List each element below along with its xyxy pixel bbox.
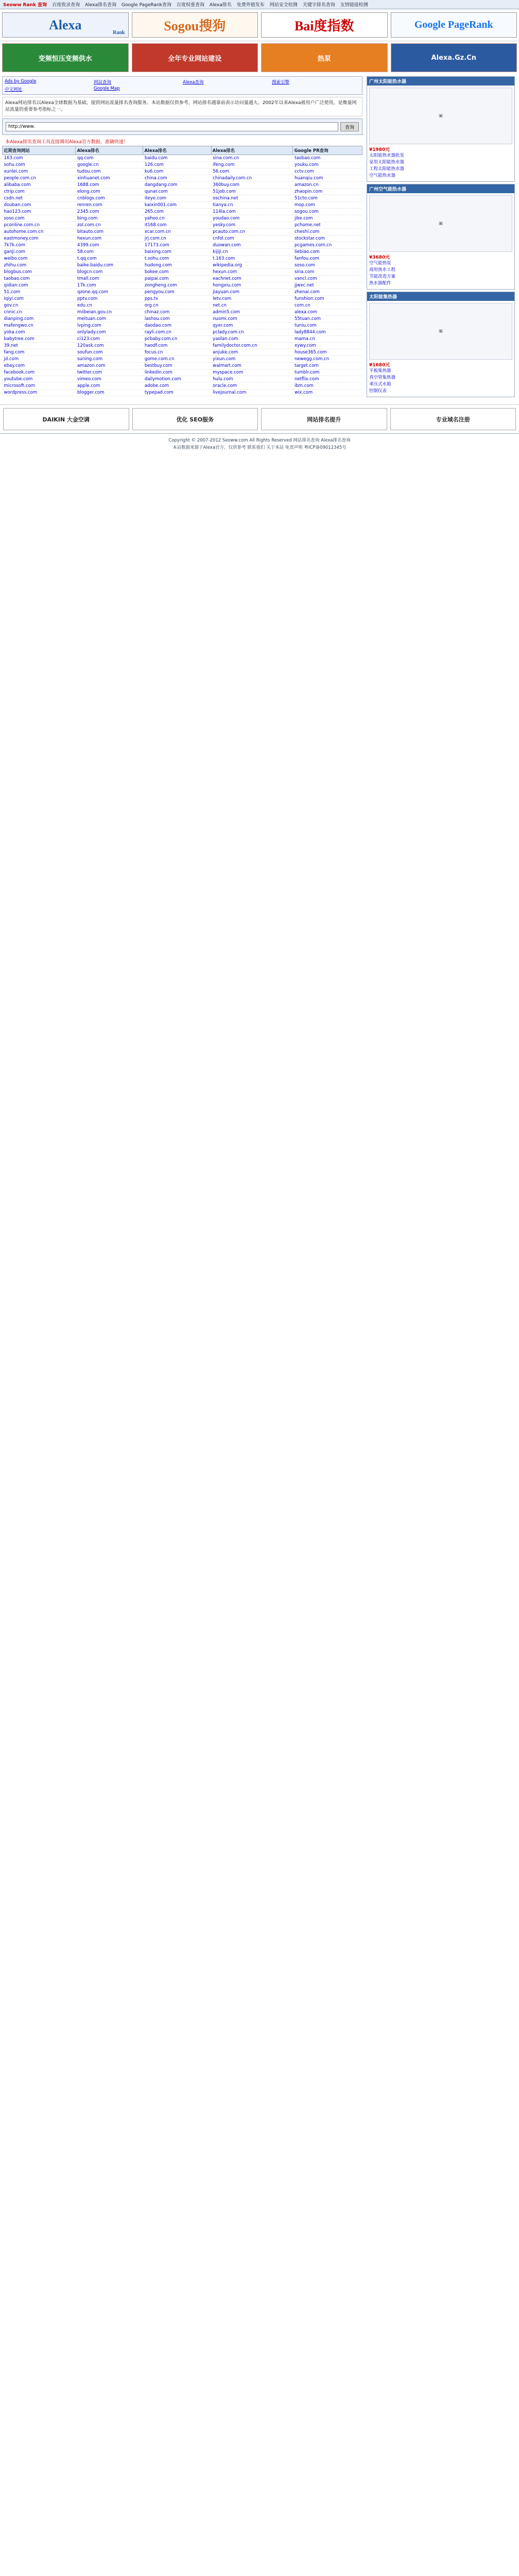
- list-item[interactable]: 空气能热水器: [369, 173, 396, 178]
- site-link[interactable]: ganji.com: [3, 249, 76, 256]
- site-link[interactable]: adobe.com: [143, 383, 211, 389]
- list-item[interactable]: 承压式水箱: [369, 382, 391, 387]
- table-row: [3, 215, 362, 222]
- site-link[interactable]: lashou.com: [143, 316, 211, 323]
- site-link[interactable]: qq.com: [76, 155, 143, 162]
- site-link[interactable]: 39.net: [3, 343, 76, 349]
- site-link[interactable]: zhaopin.com: [293, 189, 362, 195]
- site-link[interactable]: iqiyi.com: [3, 296, 76, 302]
- list-item[interactable]: 空气能热泵: [369, 261, 391, 266]
- site-link[interactable]: vancl.com: [293, 276, 362, 282]
- price-label: ¥1980元: [369, 147, 390, 152]
- site-link[interactable]: chinaz.com: [143, 309, 211, 316]
- site-link[interactable]: xcar.com.cn: [143, 229, 211, 235]
- site-link[interactable]: dangdang.com: [143, 182, 211, 189]
- site-link[interactable]: miibeian.gov.cn: [76, 309, 143, 316]
- site-link[interactable]: hulu.com: [211, 376, 293, 383]
- site-link[interactable]: com.cn: [293, 302, 362, 309]
- baidu-logo[interactable]: Bai度指数: [261, 12, 388, 38]
- site-link[interactable]: anjuke.com: [211, 349, 293, 356]
- site-link[interactable]: alibaba.com: [3, 182, 76, 189]
- site-link[interactable]: zhenai.com: [293, 289, 362, 296]
- nav-link[interactable]: 百度收录查询: [52, 3, 80, 8]
- site-link[interactable]: hudong.com: [143, 262, 211, 269]
- site-link[interactable]: sogou.com: [293, 209, 362, 215]
- site-link[interactable]: tudou.com: [76, 168, 143, 175]
- site-link[interactable]: facebook.com: [3, 369, 76, 376]
- site-link[interactable]: baike.baidu.com: [76, 262, 143, 269]
- side-card-title: 太阳能集热器: [367, 292, 514, 301]
- site-link[interactable]: 126.com: [143, 162, 211, 168]
- site-link[interactable]: elong.com: [76, 189, 143, 195]
- site-link[interactable]: wix.com: [293, 389, 362, 396]
- intro-notice: Alexa网站排名以Alexa全球数据为基础，提供网站流量排名查询服务。本站数据仅供参考，网站排名越靠前表示访问量越大。2002年以来Alexa被用户广泛使用，是衡量网站流量的重要参考指标之一。: [2, 97, 362, 116]
- site-link[interactable]: letv.com: [211, 296, 293, 302]
- site-link[interactable]: admin5.com: [211, 309, 293, 316]
- site-link[interactable]: ibm.com: [293, 383, 362, 389]
- column-header: Alexa排名: [143, 146, 211, 155]
- footer-ad[interactable]: DAIKIN 大金空调: [3, 408, 129, 430]
- site-link[interactable]: pcauto.com.cn: [211, 229, 293, 235]
- site-link[interactable]: yixun.com: [211, 356, 293, 363]
- table-row: [3, 222, 362, 229]
- site-link[interactable]: linkedin.com: [143, 369, 211, 376]
- table-row: [3, 323, 362, 329]
- site-link[interactable]: rayli.com.cn: [143, 329, 211, 336]
- footer-ad[interactable]: 优化 SEO服务: [132, 408, 258, 430]
- site-link[interactable]: yoka.com: [3, 329, 76, 336]
- table-row: [3, 289, 362, 296]
- table-row: [3, 175, 362, 182]
- nav-link[interactable]: 百度权重查询: [176, 3, 204, 8]
- site-link[interactable]: baidu.com: [143, 155, 211, 162]
- top-nav: [0, 0, 519, 9]
- table-row: [3, 336, 362, 343]
- table-row: [3, 282, 362, 289]
- site-link[interactable]: tumblr.com: [293, 369, 362, 376]
- nav-link[interactable]: 友情链接检测: [340, 3, 368, 8]
- ad-banner[interactable]: Alexa.Gz.Cn: [391, 43, 517, 72]
- search-button[interactable]: 查询: [340, 122, 359, 131]
- table-row: [3, 376, 362, 383]
- site-link[interactable]: org.cn: [143, 302, 211, 309]
- site-link[interactable]: csdn.net: [3, 195, 76, 202]
- site-link[interactable]: blogger.com: [76, 389, 143, 396]
- product-image[interactable]: ▣: [369, 88, 512, 144]
- site-link[interactable]: pclady.com.cn: [211, 329, 293, 336]
- site-link[interactable]: 7k7k.com: [3, 242, 76, 249]
- site-link[interactable]: gov.cn: [3, 302, 76, 309]
- site-link[interactable]: pps.tv: [143, 296, 211, 302]
- site-link[interactable]: twitter.com: [76, 369, 143, 376]
- table-row: [3, 195, 362, 202]
- site-link[interactable]: pengyou.com: [143, 289, 211, 296]
- site-link[interactable]: alexa.com: [293, 309, 362, 316]
- site-link[interactable]: wordpress.com: [3, 389, 76, 396]
- site-link[interactable]: funshion.com: [293, 296, 362, 302]
- list-item[interactable]: 热水器配件: [369, 281, 391, 286]
- list-item[interactable]: 控制仪表: [369, 388, 387, 394]
- footer-links: 本站数据来源于Alexa官方，仅供参考 联系我们 关于本站 免责声明 粤ICP备09012345号: [172, 445, 347, 450]
- table-row: [3, 316, 362, 323]
- table-row: [3, 383, 362, 389]
- list-item[interactable]: 工程太阳能热水器: [369, 166, 405, 172]
- site-link[interactable]: 51cto.com: [293, 195, 362, 202]
- site-link[interactable]: kaixin001.com: [143, 202, 211, 209]
- site-link[interactable]: qzone.qq.com: [76, 289, 143, 296]
- site-link[interactable]: ku6.com: [143, 168, 211, 175]
- site-link[interactable]: people.com.cn: [3, 175, 76, 182]
- site-link[interactable]: bokee.com: [143, 269, 211, 276]
- list-item[interactable]: 家用太阳能热水器: [369, 160, 405, 165]
- search-input[interactable]: [6, 122, 338, 131]
- site-link[interactable]: fang.com: [3, 349, 76, 356]
- site-link[interactable]: dianping.com: [3, 316, 76, 323]
- nav-link[interactable]: 免费外链发布: [236, 3, 265, 8]
- site-link[interactable]: iteye.com: [143, 195, 211, 202]
- site-title-link[interactable]: Seoww Rank 查询: [3, 3, 47, 8]
- site-link[interactable]: 51.com: [3, 289, 76, 296]
- site-rank-table: [2, 146, 362, 396]
- side-card: [367, 184, 515, 290]
- site-link[interactable]: 55tuan.com: [293, 316, 362, 323]
- site-link[interactable]: hongxiu.com: [211, 282, 293, 289]
- site-link[interactable]: tuniu.com: [293, 323, 362, 329]
- footer-copyright: Copyright © 2007-2012 Seoww.com All Rights Reserved 网站排名查询 Alexa排名查询: [168, 438, 351, 443]
- site-link[interactable]: weibo.com: [3, 256, 76, 262]
- site-link[interactable]: google.cn: [76, 162, 143, 168]
- nav-link[interactable]: 关键字排名查询: [302, 3, 335, 8]
- site-link[interactable]: tianya.cn: [211, 202, 293, 209]
- table-row: [3, 329, 362, 336]
- ad-banner-row: [0, 41, 519, 74]
- site-link[interactable]: edu.cn: [76, 302, 143, 309]
- ad-banner[interactable]: 全年专业网站建设: [132, 43, 258, 72]
- site-link[interactable]: youtube.com: [3, 376, 76, 383]
- table-row: [3, 229, 362, 235]
- site-link[interactable]: pcbaby.com.cn: [143, 336, 211, 343]
- site-link[interactable]: huanqiu.com: [293, 175, 362, 182]
- quick-links: [2, 76, 362, 95]
- search-form: [2, 118, 362, 135]
- site-link[interactable]: kijiji.cn: [211, 249, 293, 256]
- site-link[interactable]: 1688.com: [76, 182, 143, 189]
- site-link[interactable]: myspace.com: [211, 369, 293, 376]
- column-header: 近期查询网站: [3, 146, 76, 155]
- site-link[interactable]: pptv.com: [76, 296, 143, 302]
- footer-ad[interactable]: 网站排名提升: [261, 408, 387, 430]
- site-link[interactable]: newegg.com.cn: [293, 356, 362, 363]
- site-link[interactable]: ebay.com: [3, 363, 76, 369]
- site-link[interactable]: cnnic.cn: [3, 309, 76, 316]
- page-footer: [0, 433, 519, 454]
- site-link[interactable]: 360buy.com: [211, 182, 293, 189]
- table-row: [3, 296, 362, 302]
- list-item[interactable]: 太阳能热水器批发: [369, 153, 405, 158]
- site-link[interactable]: zol.com.cn: [76, 222, 143, 229]
- site-link[interactable]: daodao.com: [143, 323, 211, 329]
- site-link[interactable]: blogcn.com: [76, 269, 143, 276]
- table-row: [3, 189, 362, 195]
- site-link[interactable]: xywy.com: [293, 343, 362, 349]
- site-link[interactable]: cnblogs.com: [76, 195, 143, 202]
- site-link[interactable]: ifeng.com: [211, 162, 293, 168]
- site-link[interactable]: taobao.com: [3, 276, 76, 282]
- site-link[interactable]: douban.com: [3, 202, 76, 209]
- ad-banner[interactable]: 变频恒压变频供水: [2, 43, 129, 72]
- sidebar: [367, 74, 515, 399]
- site-link[interactable]: target.com: [293, 363, 362, 369]
- search-hint: 本Alexa排名查询工具直接调用Alexa官方数据，准确快速！: [5, 140, 128, 145]
- site-link[interactable]: 17k.com: [76, 282, 143, 289]
- site-link[interactable]: t.qq.com: [76, 256, 143, 262]
- quick-link[interactable]: Alexa查询: [183, 80, 204, 85]
- quick-link[interactable]: 搜索引擎: [272, 80, 290, 85]
- site-link[interactable]: xinhuanet.com: [76, 175, 143, 182]
- site-link[interactable]: microsoft.com: [3, 383, 76, 389]
- site-link[interactable]: jjwxc.net: [293, 282, 362, 289]
- side-card: [367, 76, 515, 182]
- table-row: [3, 269, 362, 276]
- nav-link[interactable]: 网站安全检测: [269, 3, 298, 8]
- table-row: [3, 242, 362, 249]
- site-link[interactable]: sohu.com: [3, 162, 76, 168]
- table-row: [3, 343, 362, 349]
- column-header: Alexa排名: [76, 146, 143, 155]
- alexa-logo[interactable]: Alexa Rank: [2, 12, 129, 38]
- site-link[interactable]: lvping.com: [76, 323, 143, 329]
- site-link[interactable]: fanfou.com: [293, 256, 362, 262]
- site-link[interactable]: dailymotion.com: [143, 376, 211, 383]
- site-link[interactable]: jiayuan.com: [211, 289, 293, 296]
- column-header: Alexa排名: [211, 146, 293, 155]
- logo-banner-row: [0, 9, 519, 41]
- site-link[interactable]: sina.com: [293, 269, 362, 276]
- site-link[interactable]: liebiao.com: [293, 249, 362, 256]
- table-row: [3, 256, 362, 262]
- table-row: [3, 389, 362, 396]
- site-link[interactable]: typepad.com: [143, 389, 211, 396]
- product-image[interactable]: ▣: [369, 195, 512, 252]
- table-row: [3, 349, 362, 356]
- site-link[interactable]: soso.com: [293, 262, 362, 269]
- table-row: [3, 249, 362, 256]
- site-link[interactable]: amazon.com: [76, 363, 143, 369]
- nav-link[interactable]: Google PageRank查询: [121, 3, 171, 8]
- site-link[interactable]: it168.com: [143, 222, 211, 229]
- list-item[interactable]: 平板集热器: [369, 368, 391, 374]
- site-link[interactable]: 265.com: [143, 209, 211, 215]
- site-link[interactable]: apple.com: [76, 383, 143, 389]
- product-image[interactable]: ▣: [369, 303, 512, 360]
- nav-link[interactable]: Alexa排名: [209, 3, 232, 8]
- site-link[interactable]: bitauto.com: [76, 229, 143, 235]
- site-link[interactable]: familydoctor.com.cn: [211, 343, 293, 349]
- site-link[interactable]: cctv.com: [293, 168, 362, 175]
- site-link[interactable]: yesky.com: [211, 222, 293, 229]
- site-link[interactable]: bing.com: [76, 215, 143, 222]
- site-link[interactable]: eastmoney.com: [3, 235, 76, 242]
- quick-link[interactable]: Google Map: [94, 86, 120, 91]
- site-link[interactable]: eachnet.com: [211, 276, 293, 282]
- site-link[interactable]: oracle.com: [211, 383, 293, 389]
- site-link[interactable]: 2345.com: [76, 209, 143, 215]
- site-link[interactable]: paipai.com: [143, 276, 211, 282]
- quick-link[interactable]: 中文网址: [5, 87, 23, 92]
- footer-ad-row: [0, 404, 519, 433]
- site-link[interactable]: t.163.com: [211, 256, 293, 262]
- nav-link[interactable]: Alexa排名查询: [85, 3, 116, 8]
- site-link[interactable]: zongheng.com: [143, 282, 211, 289]
- site-link[interactable]: nuomi.com: [211, 316, 293, 323]
- list-item[interactable]: 商用热水工程: [369, 267, 396, 273]
- site-link[interactable]: cnfol.com: [211, 235, 293, 242]
- site-link[interactable]: ctrip.com: [3, 189, 76, 195]
- site-link[interactable]: haodf.com: [143, 343, 211, 349]
- table-row: [3, 369, 362, 376]
- price-label: ¥3680元: [369, 255, 390, 260]
- site-link[interactable]: 114la.com: [211, 209, 293, 215]
- table-row: [3, 262, 362, 269]
- quick-link[interactable]: 网站查询: [94, 80, 112, 85]
- site-link[interactable]: 163.com: [3, 155, 76, 162]
- site-link[interactable]: zhihu.com: [3, 262, 76, 269]
- site-link[interactable]: net.cn: [211, 302, 293, 309]
- list-item[interactable]: 节能改造方案: [369, 274, 396, 279]
- site-link[interactable]: baixing.com: [143, 249, 211, 256]
- site-link[interactable]: walmart.com: [211, 363, 293, 369]
- site-link[interactable]: wikipedia.org: [211, 262, 293, 269]
- side-list: [369, 152, 512, 179]
- site-link[interactable]: qidian.com: [3, 282, 76, 289]
- site-link[interactable]: babytree.com: [3, 336, 76, 343]
- side-list: [369, 260, 512, 287]
- table-row: [3, 162, 362, 168]
- table-row: [3, 309, 362, 316]
- site-link[interactable]: china.com: [143, 175, 211, 182]
- quick-link[interactable]: Ads by Google: [5, 79, 37, 84]
- site-link[interactable]: duowan.com: [211, 242, 293, 249]
- site-link[interactable]: suning.com: [76, 356, 143, 363]
- site-link[interactable]: qyer.com: [211, 323, 293, 329]
- sogou-logo[interactable]: Sogou搜狗: [132, 12, 258, 38]
- table-header-row: [3, 146, 362, 155]
- site-link[interactable]: pcgames.com.cn: [293, 242, 362, 249]
- site-link[interactable]: blogbus.com: [3, 269, 76, 276]
- site-link[interactable]: onlylady.com: [76, 329, 143, 336]
- table-row: [3, 168, 362, 175]
- site-link[interactable]: focus.cn: [143, 349, 211, 356]
- table-row: [3, 363, 362, 369]
- site-link[interactable]: pchome.net: [293, 222, 362, 229]
- side-list: [369, 368, 512, 395]
- site-link[interactable]: t.sohu.com: [143, 256, 211, 262]
- site-link[interactable]: tmall.com: [76, 276, 143, 282]
- table-row: [3, 235, 362, 242]
- table-row: [3, 155, 362, 162]
- price-label: ¥1680元: [369, 363, 390, 368]
- google-pr-logo[interactable]: Google PageRank: [391, 12, 517, 38]
- site-link[interactable]: hao123.com: [3, 209, 76, 215]
- site-link[interactable]: jike.com: [293, 215, 362, 222]
- site-link[interactable]: taobao.com: [293, 155, 362, 162]
- site-link[interactable]: lady8844.com: [293, 329, 362, 336]
- site-link[interactable]: sina.com.cn: [211, 155, 293, 162]
- site-link[interactable]: hexun.com: [76, 235, 143, 242]
- site-link[interactable]: yahoo.cn: [143, 215, 211, 222]
- site-link[interactable]: qunar.com: [143, 189, 211, 195]
- site-link[interactable]: oschina.net: [211, 195, 293, 202]
- ad-banner[interactable]: 热泵: [261, 43, 388, 72]
- site-link[interactable]: soufun.com: [76, 349, 143, 356]
- site-link[interactable]: 4399.com: [76, 242, 143, 249]
- site-link[interactable]: 56.com: [211, 168, 293, 175]
- site-link[interactable]: vimeo.com: [76, 376, 143, 383]
- site-link[interactable]: youdao.com: [211, 215, 293, 222]
- site-link[interactable]: xunlei.com: [3, 168, 76, 175]
- table-row: [3, 182, 362, 189]
- site-link[interactable]: cheshi.com: [293, 229, 362, 235]
- site-link[interactable]: 51job.com: [211, 189, 293, 195]
- site-link[interactable]: pconline.com.cn: [3, 222, 76, 229]
- site-link[interactable]: stockstar.com: [293, 235, 362, 242]
- site-link[interactable]: netflix.com: [293, 376, 362, 383]
- column-header: Google PR查询: [293, 146, 362, 155]
- site-link[interactable]: bestbuy.com: [143, 363, 211, 369]
- table-row: [3, 276, 362, 282]
- site-link[interactable]: gome.com.cn: [143, 356, 211, 363]
- site-link[interactable]: jrj.com.cn: [143, 235, 211, 242]
- site-link[interactable]: ci123.com: [76, 336, 143, 343]
- site-link[interactable]: jd.com: [3, 356, 76, 363]
- list-item[interactable]: 真空管集热器: [369, 375, 396, 380]
- main-column: [2, 74, 362, 399]
- side-card: [367, 292, 515, 397]
- side-card-title: 广州太阳能热水器: [367, 77, 514, 86]
- site-link[interactable]: house365.com: [293, 349, 362, 356]
- site-link[interactable]: meituan.com: [76, 316, 143, 323]
- table-row: [3, 356, 362, 363]
- site-link[interactable]: hexun.com: [211, 269, 293, 276]
- table-row: [3, 302, 362, 309]
- site-link[interactable]: 120ask.com: [76, 343, 143, 349]
- site-link[interactable]: renren.com: [76, 202, 143, 209]
- site-link[interactable]: livejournal.com: [211, 389, 293, 396]
- site-link[interactable]: chinadaily.com.cn: [211, 175, 293, 182]
- site-link[interactable]: youku.com: [293, 162, 362, 168]
- side-card-title: 广州空气能热水器: [367, 184, 514, 193]
- site-link[interactable]: soso.com: [3, 215, 76, 222]
- site-link[interactable]: 17173.com: [143, 242, 211, 249]
- site-link[interactable]: autohome.com.cn: [3, 229, 76, 235]
- site-link[interactable]: yaolan.com: [211, 336, 293, 343]
- site-link[interactable]: mafengwo.cn: [3, 323, 76, 329]
- site-link[interactable]: 58.com: [76, 249, 143, 256]
- site-link[interactable]: amazon.cn: [293, 182, 362, 189]
- site-link[interactable]: mama.cn: [293, 336, 362, 343]
- site-link[interactable]: mop.com: [293, 202, 362, 209]
- footer-ad[interactable]: 专业域名注册: [390, 408, 516, 430]
- table-row: [3, 202, 362, 209]
- table-row: [3, 209, 362, 215]
